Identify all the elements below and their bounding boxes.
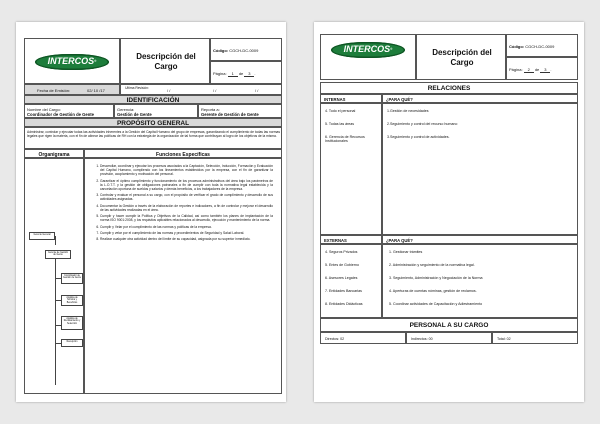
para-que-heading-2: ¿PARA QUÉ? xyxy=(386,238,413,243)
codigo-cell xyxy=(210,38,282,61)
codigo-value: CGCH-DC-0009 xyxy=(229,48,259,53)
funciones-heading: Funciones Específicas xyxy=(156,152,210,158)
nombre-cargo-value: Coordinador de Gestión de Gente xyxy=(27,112,95,117)
pagina-label: Página: xyxy=(213,71,227,76)
revision-cell xyxy=(120,84,282,95)
intercos-logo: INTERCOS® xyxy=(35,54,109,70)
externa-who: 4. Seguros Privados xyxy=(325,250,358,254)
total-value: Total: 02 xyxy=(497,336,511,341)
doc-title-cell xyxy=(120,38,210,84)
directos-cell xyxy=(320,332,406,344)
personal-header xyxy=(320,318,578,332)
internas-cell xyxy=(320,103,382,235)
para-que-heading: ¿PARA QUÉ? xyxy=(386,97,413,102)
gerencia-value: Gestión de Gente xyxy=(117,112,152,117)
org-box-coordinador: Coordinador de Gestión de Gente xyxy=(61,273,83,284)
doc-title-cell xyxy=(416,34,506,80)
org-box-analista-reclutamiento: Analista de Reclutamiento y Selección xyxy=(61,316,83,330)
externas-header xyxy=(320,235,382,244)
org-box-recepcion: Recepción xyxy=(61,339,83,347)
pagina-number: 1 xyxy=(228,71,238,77)
externa-why: 2. Administración y seguimiento de la normativa legal. xyxy=(389,263,475,267)
total-cell xyxy=(492,332,578,344)
funciones-cell xyxy=(84,158,282,394)
funcion-item: 8. Realizar cualquier otra actividad dentro del límite de su capacidad, asignada por su superior inmediato. xyxy=(100,237,273,241)
revision-date-2: / / xyxy=(213,88,217,93)
fecha-emision-label: Fecha de Emisión: xyxy=(37,88,71,93)
funciones-list xyxy=(91,164,273,244)
pagina-de: de xyxy=(238,71,244,76)
interna-who: 6. Gerencia de Recursos Institucionales xyxy=(325,135,365,144)
identificacion-heading: IDENTIFICACIÓN xyxy=(126,97,180,104)
funcion-item: 5. Cumplir y hacer cumplir la Política y Objetivos de la Calidad, así como también los planes de implantación de la norma ISO 9001:2008, y los requisitos aplicables relacionados al desarrollo, ejecución y mantenimiento de la norma. xyxy=(100,214,273,222)
funcion-item: 3. Controlar y evaluar el personal a su cargo, con el propósito de verificar el grado de cumplimiento y desarrollo de sus actividades asignadas. xyxy=(100,193,273,201)
externas-cell xyxy=(320,244,382,318)
interna-why: 1.Gestión de necesidades xyxy=(387,109,429,113)
relaciones-header xyxy=(320,82,578,94)
organigrama-cell xyxy=(24,158,84,394)
externa-why: 4. Aperturas de cuentas nóminas, gestión de reclamos. xyxy=(389,289,477,293)
codigo-value: CGCH-DC-0009 xyxy=(525,44,555,49)
intercos-logo: INTERCOS® xyxy=(331,42,405,58)
fecha-emision-value: 02/ 10 /17 xyxy=(87,88,105,93)
externa-why: 5. Coordinar actividades de Capacitación y Adiestramiento xyxy=(389,302,483,306)
externa-who: 8. Entidades Didácticas xyxy=(325,302,363,306)
internas-para-que-cell xyxy=(382,103,578,235)
indirectos-cell xyxy=(406,332,492,344)
externa-who: 6. Asesores Legales xyxy=(325,276,358,280)
logo-cell xyxy=(320,34,416,80)
organigrama-header xyxy=(24,149,84,158)
interna-who: 4. Todo el personal xyxy=(325,109,356,113)
funcion-item: 2. Garantizar el óptimo cumplimiento y funcionamiento de los procesos administrativos del área bajo los parámetros de la L.O.T.T. y la gestión de obligaciones patronales a fin de cumplir con toda la normativa legal establecida y la cancelación oportuna de sueldos y salarios y demás beneficios, a los trabajadores de la empresa. xyxy=(100,179,273,191)
externa-why: 3. Seguimiento, Administración y Negociación de la Norma xyxy=(389,276,483,280)
pagina-total: 3 xyxy=(244,71,254,77)
org-box-gerente-general: Gerente General xyxy=(29,232,55,240)
pagina-cell: Página: 2 de 3 . xyxy=(506,57,578,80)
relaciones-heading: RELACIONES xyxy=(427,85,471,92)
identificacion-header xyxy=(24,95,282,104)
proposito-cell xyxy=(24,127,282,149)
codigo-cell xyxy=(506,34,578,57)
funcion-item: 6. Cumplir y Velar por el cumplimiento de las normas y políticas de la empresa. xyxy=(100,225,273,229)
reporta-label: Reporta a: xyxy=(201,106,220,112)
proposito-heading: PROPÓSITO GENERAL xyxy=(116,120,190,127)
doc-title: Descripción del Cargo xyxy=(136,52,196,71)
codigo-label: Código: xyxy=(509,44,525,49)
para-que-header xyxy=(382,94,578,103)
personal-heading: PERSONAL A SU CARGO xyxy=(409,322,489,329)
gerencia-cell xyxy=(114,104,198,118)
indirectos-value: Indirectos: 00 xyxy=(411,336,433,341)
document-page-2 xyxy=(314,22,584,402)
externas-heading: EXTERNAS xyxy=(324,238,347,243)
proposito-header xyxy=(24,118,282,127)
interna-why: 3.Seguimiento y control de actividades. xyxy=(387,135,450,139)
directos-value: Directos: 02 xyxy=(325,336,345,341)
gerencia-label: Gerencia: xyxy=(117,106,135,112)
para-que-header-2 xyxy=(382,235,578,244)
ultima-revision-label: Ultima Revisión: xyxy=(125,86,149,90)
document-page-1 xyxy=(16,22,286,402)
pagina-de: de xyxy=(534,67,540,72)
logo-cell xyxy=(24,38,120,84)
funciones-header xyxy=(84,149,282,158)
proposito-text: Administrar, controlar y ejecutar todas las actividades inherentes a la Gestión del Capital Humano del grupo de empresas, garantizando el cumplimiento de todas las normas legales que rigen la materia, con el fin de alinear las políticas de RH con la estrategia de la organización de tal forma que contribuyan al logro de los objetivos de la misma. xyxy=(27,129,280,138)
externa-why: 1. Gestionar trámites xyxy=(389,250,423,254)
externas-para-que-cell xyxy=(382,244,578,318)
fecha-emision-cell xyxy=(24,84,120,95)
funcion-item: 4. Documentar la Gestión a través de la elaboración de reportes e indicadores, a fin de controlar y mejorar el desarrollo de las actividades realizadas en el área. xyxy=(100,204,273,212)
organigrama-heading: Organigrama xyxy=(38,152,70,158)
reporta-cell xyxy=(198,104,282,118)
nombre-cargo-label: Nombre del Cargo: xyxy=(27,106,61,112)
reporta-value: Gerente de Gestión de Gente xyxy=(201,112,259,117)
pagina-cell: Página: 1 de 3 . xyxy=(210,61,282,84)
revision-date-1: / / xyxy=(167,88,171,93)
pagina-number: 2 xyxy=(524,67,534,73)
doc-title: Descripción del Cargo xyxy=(432,48,492,67)
funcion-item: 1. Desarrollar, coordinar y ejecutar los procesos asociados a la Captación, Selección, Inducción, Formación y Evaluación del Capital Humano, cumpliendo con los lineamientos establecidos por la empresa, con el fin de garantizar la provisión, acoplamiento y motivación del personal. xyxy=(100,164,273,176)
funcion-item: 7. Cumplir y velar por el cumplimiento de las normas y procedimientos de Seguridad y Salud Laboral. xyxy=(100,231,273,235)
externa-who: 5. Entes de Gobierno xyxy=(325,263,359,267)
nombre-cargo-cell xyxy=(24,104,114,118)
org-box-analista-nomina: Analista de Nómina y Beneficios xyxy=(61,295,83,306)
interna-why: 2.Seguimiento y control del recurso humano xyxy=(387,122,458,126)
revision-date-3: / / xyxy=(255,88,259,93)
pagina-total: 3 xyxy=(540,67,550,73)
internas-header xyxy=(320,94,382,103)
interna-who: 5. Todas las áreas xyxy=(325,122,355,126)
codigo-label: Código: xyxy=(213,48,229,53)
pagina-label: Página: xyxy=(509,67,523,72)
org-box-gerente-gestion: Gerente de Gestión de Gente xyxy=(45,250,71,259)
externa-who: 7. Entidades Bancarias xyxy=(325,289,362,293)
internas-heading: INTERNAS xyxy=(324,97,346,102)
